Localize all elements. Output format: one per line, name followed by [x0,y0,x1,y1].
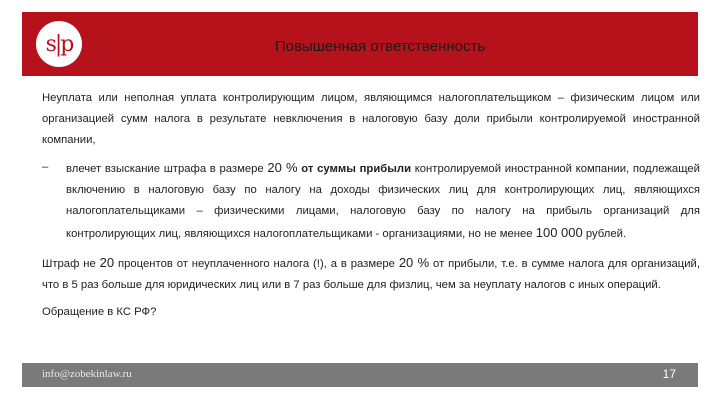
fine-seg3: от прибыли, т.е. в сумме налога для организаций, что в 5 раз больше для юридических лиц или в 7 раз больше для физлиц, чем за неуплату налогов с иных операций. [42,258,701,291]
bullet-text-seg1: влечет взыскание штрафа в размере [66,163,268,175]
paragraph-question: Обращение в КС РФ? [42,306,157,318]
bullet-text-seg2: контролируемой иностранной компании, подлежащей включению в налоговую базу по налогу на доходы физических лиц для контролирующих лиц, являющихся налогоплательщиками – физическими лицами, налоговую базу по налогу на прибыль организаций для контролирующих лиц, являющихся налогоплательщиками - организациями, но не менее [66,163,700,240]
paragraph-intro: Неуплата или неполная уплата контролирующим лицом, являющимся налогоплательщиком – физическим лицом или организацией сумм налога в результате невключения в налоговую базу доли прибыли контролируемой иностранной компании, [42,92,700,146]
fine-seg2: процентов от неуплаченного налога (!), а в размере [114,258,399,270]
paragraph-fine [42,252,700,296]
penalty-percent: 20 % [267,160,298,175]
bullet-text [66,157,700,245]
footer-email[interactable]: info@zobekinlaw.ru [42,368,132,380]
bullet-item [42,157,700,245]
minimum-amount: 100 000 [535,225,583,240]
slide-footer [22,363,698,387]
fine-number-2: 20 % [398,255,430,270]
slide-title: Повышенная ответственность [274,38,486,55]
slide-header [22,12,698,76]
page-number: 17 [662,367,676,381]
logo-text: s|p [45,31,73,57]
fine-seg1: Штраф не [42,258,100,270]
bullet-text-seg3: рублей. [582,228,627,240]
bullet-dash: – [42,161,49,173]
fine-number-1: 20 [99,255,115,270]
slide-content [42,88,700,323]
bold-phrase: от суммы прибыли [297,163,412,175]
